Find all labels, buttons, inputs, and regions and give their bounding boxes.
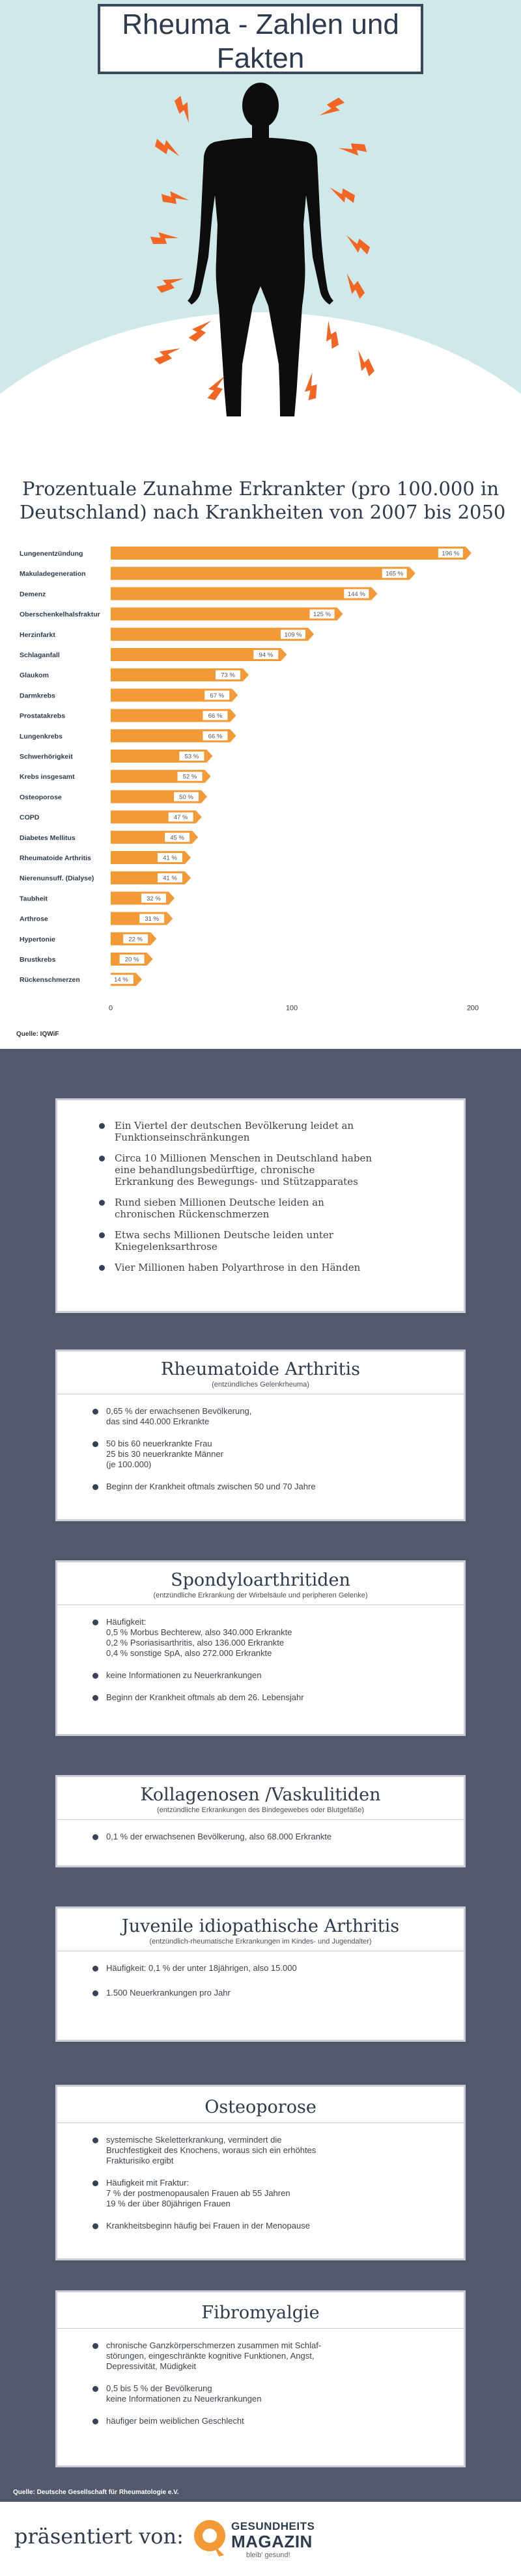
bar xyxy=(111,547,466,560)
bar-tip xyxy=(232,688,238,701)
pain-bolt-icon xyxy=(343,234,372,256)
bar-tip xyxy=(136,973,142,986)
bar-tip xyxy=(308,628,314,641)
bar-tip xyxy=(147,953,153,966)
bullet-icon xyxy=(92,1695,98,1701)
bullet-icon xyxy=(99,1123,105,1129)
category-label: Prostatakrebs xyxy=(20,712,66,720)
list-item xyxy=(57,2178,464,2209)
category-label: Lungenentzündung xyxy=(20,550,83,558)
list-item-text: Beginn der Krankheit oftmals zwischen 50 und 70 Jahre xyxy=(106,1482,316,1491)
bar xyxy=(111,587,371,600)
list-item-text: Häufigkeit: xyxy=(106,1617,147,1627)
bar-tip xyxy=(281,648,287,661)
list-item-text: 0,5 bis 5 % der Bevölkerung xyxy=(106,2383,212,2393)
category-label: Nierenunsuff. (Dialyse) xyxy=(20,874,94,883)
pain-bolt-icon xyxy=(162,188,190,206)
card-subtitle: (entzündliche Erkrankungen des Bindegewebes oder Blutgefäße) xyxy=(157,1806,364,1814)
chart-title xyxy=(20,477,506,524)
list-item-text: 0,4 % sonstige SpA, also 272.000 Erkrankte xyxy=(106,1648,272,1658)
pain-bolt-icon xyxy=(350,349,378,377)
list-item xyxy=(57,1482,464,1492)
list-item-text: systemische Skeletterkrankung, vermindert die xyxy=(106,2135,282,2145)
bar-tip xyxy=(196,811,202,824)
hero-banner xyxy=(0,0,521,455)
bar-tip xyxy=(192,831,198,844)
list-item xyxy=(57,1692,464,1703)
pain-bolt-icon xyxy=(150,226,179,248)
list-item xyxy=(57,1988,464,1998)
bar-tip xyxy=(150,932,156,945)
list-item-text: 0,1 % der erwachsenen Bevölkerung, also 68.000 Erkrankte xyxy=(106,1832,332,1841)
list-item-text: 1.500 Neuerkrankungen pro Jahr xyxy=(106,1988,231,1998)
bar-tip xyxy=(230,709,236,722)
bullet-icon xyxy=(92,2223,98,2229)
value-label: 31 % xyxy=(145,915,160,923)
category-label: Osteoporose xyxy=(20,793,62,802)
pain-bolt-icon xyxy=(206,373,226,401)
category-label: Makuladegeneration xyxy=(20,570,86,578)
bar-tip xyxy=(410,567,415,580)
chart-title-line: Prozentuale Zunahme Erkrankter (pro 100.000 in xyxy=(22,478,499,500)
facts-section xyxy=(0,1049,521,2502)
card-list xyxy=(57,1826,464,1842)
bar-chart xyxy=(0,534,521,1015)
card-kollagenosen xyxy=(55,1775,466,1867)
bullet-icon xyxy=(92,2180,98,2186)
category-label: Hypertonie xyxy=(20,935,55,943)
category-label: Herzinfarkt xyxy=(20,630,55,639)
bar xyxy=(111,567,410,580)
category-label: Rückenschmerzen xyxy=(20,976,80,984)
list-item-text: Erkrankung des Bewegungs- und Stützapparates xyxy=(115,1176,358,1187)
bar-tip xyxy=(185,871,191,884)
value-label: 196 % xyxy=(442,550,460,558)
bullet-icon xyxy=(92,1966,98,1972)
value-label: 66 % xyxy=(208,733,223,740)
card-title: Osteoporose xyxy=(204,2097,317,2117)
value-label: 66 % xyxy=(208,712,223,720)
pain-bolt-icon xyxy=(328,186,356,204)
list-item xyxy=(57,1262,464,1273)
list-item-text: Ein Viertel der deutschen Bevölkerung leidet an xyxy=(115,1120,354,1132)
category-label: Rheumatoide Arthritis xyxy=(20,854,91,862)
list-item xyxy=(57,2383,464,2404)
list-item-text: 50 bis 60 neuerkrankte Frau xyxy=(106,1439,212,1448)
list-item-text: Kniegelenksarthrose xyxy=(115,1241,218,1253)
pain-bolt-icon xyxy=(318,320,343,349)
category-label: Krebs insgesamt xyxy=(20,773,75,781)
value-label: 52 % xyxy=(182,773,197,781)
list-item-text: keine Informationen zu Neuerkrankungen xyxy=(106,1670,262,1680)
list-item-text: (je 100.000) xyxy=(106,1459,152,1469)
card-juvenile-arthritis xyxy=(55,1906,466,2042)
page-title-line: Rheuma - Zahlen und xyxy=(122,8,399,40)
value-label: 144 % xyxy=(347,590,365,598)
value-label: 67 % xyxy=(210,692,225,699)
presented-by-label: präsentiert von: xyxy=(14,2524,184,2549)
logo-text-line2[interactable]: MAGAZIN xyxy=(231,2532,313,2551)
category-label: Arthrose xyxy=(20,915,48,923)
bar xyxy=(111,628,308,641)
card-divider xyxy=(57,2122,464,2123)
list-item-text: störungen, eingeschränkte kognitive Funktionen, Angst, xyxy=(106,2351,315,2361)
list-item-text: 25 bis 30 neuerkrankte Männer xyxy=(106,1449,223,1459)
card-title: Fibromyalgie xyxy=(201,2303,320,2323)
bullet-icon xyxy=(99,1232,105,1238)
bar-tip xyxy=(201,790,207,803)
list-item-text: Funktionseinschränkungen xyxy=(115,1132,250,1143)
bullet-icon xyxy=(92,2419,98,2424)
category-label: Demenz xyxy=(20,590,46,599)
category-label: Diabetes Mellitus xyxy=(20,834,76,842)
list-item-text: Vier Millionen haben Polyarthrose in den Händen xyxy=(115,1262,361,1273)
bullet-icon xyxy=(92,1484,98,1490)
pain-bolt-icon xyxy=(171,95,199,124)
list-item-text: eine behandlungsbedürftige, chronische xyxy=(115,1164,315,1176)
list-item-text: 0,65 % der erwachsenen Bevölkerung, xyxy=(106,1406,252,1416)
value-label: 45 % xyxy=(170,834,184,842)
list-item xyxy=(57,1406,464,1427)
bar-tip xyxy=(230,729,236,742)
card-subtitle: (entzündlich-rheumatische Erkrankungen im Kindes- und Jugendalter) xyxy=(149,1938,372,1946)
bullet-icon xyxy=(92,1673,98,1679)
category-label: Lungenkrebs xyxy=(20,732,63,740)
value-label: 22 % xyxy=(128,936,143,943)
list-item xyxy=(57,1229,464,1253)
card-subtitle: (entzündliches Gelenkrheuma) xyxy=(212,1381,309,1389)
bullet-icon xyxy=(92,1441,98,1447)
bar-tip xyxy=(205,770,211,783)
card-title: Spondyloarthritiden xyxy=(171,1570,350,1590)
list-item xyxy=(57,1439,464,1470)
facts-card xyxy=(55,1098,466,1313)
pain-bolt-icon xyxy=(300,372,320,401)
card-list xyxy=(57,1612,464,1703)
list-item-text: Häufigkeit: 0,1 % der unter 18jährigen, also 15.000 xyxy=(106,1963,297,1973)
bar-tip xyxy=(185,851,191,864)
list-item xyxy=(57,2340,464,2372)
list-item xyxy=(57,1120,464,1143)
card-list xyxy=(57,2130,464,2231)
list-item-text: 7 % der postmenopausalen Frauen ab 55 Jahren xyxy=(106,2188,290,2198)
list-item-text: 19 % der über 80jährigen Frauen xyxy=(106,2199,231,2208)
card-divider xyxy=(57,1819,464,1820)
category-label: Darmkrebs xyxy=(20,692,55,700)
card-spondyloarthritiden xyxy=(55,1560,466,1736)
list-item-text: Rund sieben Millionen Deutsche leiden an xyxy=(115,1197,324,1208)
value-label: 94 % xyxy=(259,651,274,659)
list-item-text: häufiger beim weiblichen Geschlecht xyxy=(106,2416,244,2426)
card-title: Rheumatoide Arthritis xyxy=(161,1359,360,1379)
list-item xyxy=(57,1197,464,1220)
bullet-icon xyxy=(92,2386,98,2392)
value-label: 41 % xyxy=(163,854,177,862)
category-label: Oberschenkelhalsfraktur xyxy=(20,610,100,619)
bar-tip xyxy=(337,608,343,621)
logo-text-line1[interactable]: GESUNDHEITS xyxy=(231,2520,315,2532)
logo-tagline: bleib' gesund! xyxy=(246,2551,290,2559)
list-item xyxy=(57,1670,464,1681)
bullet-icon xyxy=(92,1620,98,1625)
list-item-text: das sind 440.000 Erkrankte xyxy=(106,1417,210,1426)
category-label: Schlaganfall xyxy=(20,651,60,659)
list-item-text: chronischen Rückenschmerzen xyxy=(115,1208,270,1220)
bullet-icon xyxy=(92,2343,98,2349)
list-item xyxy=(57,2135,464,2166)
footer-source: Quelle: Deutsche Gesellschaft für Rheumatologie e.V. xyxy=(13,2489,179,2496)
card-list xyxy=(57,2335,464,2426)
card-title: Kollagenosen /Vaskulitiden xyxy=(140,1785,381,1805)
value-label: 47 % xyxy=(173,814,188,822)
human-silhouette-icon xyxy=(188,83,333,416)
pain-bolt-icon xyxy=(318,95,346,124)
card-fibromyalgie xyxy=(55,2290,466,2467)
value-label: 41 % xyxy=(163,874,177,882)
value-label: 53 % xyxy=(184,753,199,761)
list-item xyxy=(57,2221,464,2231)
category-label: COPD xyxy=(20,813,40,822)
bar xyxy=(111,608,337,621)
card-subtitle: (entzündliche Erkrankung der Wirbelsäule und peripheren Gelenke) xyxy=(153,1592,368,1599)
list-item-text: Beginn der Krankheit oftmals ab dem 26. Lebensjahr xyxy=(106,1692,304,1702)
x-tick-label: 0 xyxy=(108,1004,113,1012)
card-divider xyxy=(57,2328,464,2329)
list-item xyxy=(57,1832,464,1842)
value-label: 125 % xyxy=(313,611,331,619)
card-title: Juvenile idiopathische Arthritis xyxy=(121,1916,400,1936)
category-label: Schwerhörigkeit xyxy=(20,753,73,761)
bullet-icon xyxy=(99,1265,105,1271)
list-item-text: Frakturisiko ergibt xyxy=(106,2156,174,2165)
list-item-text: keine Informationen zu Neuerkrankungen xyxy=(106,2394,262,2404)
list-item-text: Depressivität, Müdigkeit xyxy=(106,2361,196,2371)
list-item-text: 0,2 % Psoriasisarthritis, also 136.000 Erkrankte xyxy=(106,1638,285,1647)
card-osteoporose xyxy=(55,2085,466,2260)
bullet-icon xyxy=(92,1990,98,1996)
card-list xyxy=(57,1401,464,1492)
list-item xyxy=(57,1963,464,1973)
chart-title-line: Deutschland) nach Krankheiten von 2007 bis 2050 xyxy=(20,501,506,523)
value-label: 32 % xyxy=(147,895,161,902)
list-item xyxy=(57,1152,464,1187)
bar-tip xyxy=(206,750,212,763)
value-label: 50 % xyxy=(179,793,193,801)
list-item-text: Bruchfestigkeit des Knochens, woraus sich ein erhöhtes xyxy=(106,2145,317,2155)
page-title-line: Fakten xyxy=(216,42,305,74)
pain-bolt-icon xyxy=(339,140,367,160)
list-item-text: Krankheitsbeginn häufig bei Frauen in der Menopause xyxy=(106,2221,310,2230)
bullet-icon xyxy=(92,1409,98,1415)
value-label: 14 % xyxy=(114,976,128,984)
value-label: 73 % xyxy=(221,671,235,679)
list-item-text: Etwa sechs Millionen Deutsche leiden unter xyxy=(115,1229,333,1241)
title-box xyxy=(98,4,423,74)
value-label: 20 % xyxy=(124,956,139,964)
bar-tip xyxy=(466,547,472,560)
pain-bolt-icon xyxy=(154,137,182,157)
value-label: 165 % xyxy=(386,570,404,578)
list-item xyxy=(57,1617,464,1659)
bar-tip xyxy=(169,891,175,904)
value-label: 109 % xyxy=(284,631,302,639)
bullet-icon xyxy=(99,1156,105,1161)
list-item-text: chronische Ganzkörperschmerzen zusammen mit Schlaf- xyxy=(106,2340,322,2350)
pain-bolt-icon xyxy=(156,269,184,297)
list-item-text: Häufigkeit mit Fraktur: xyxy=(106,2178,190,2188)
pain-bolt-icon xyxy=(188,314,212,344)
gesundheitsmagazin-logo-icon[interactable] xyxy=(190,2514,229,2566)
pain-bolt-icon xyxy=(339,273,367,300)
category-label: Taubheit xyxy=(20,895,48,903)
bullet-icon xyxy=(92,1834,98,1840)
x-tick-label: 100 xyxy=(285,1004,298,1012)
bar-tip xyxy=(167,912,173,925)
card-list xyxy=(57,1958,464,1998)
list-item xyxy=(57,2416,464,2426)
chart-source: Quelle: IQWiF xyxy=(16,1031,59,1038)
card-rheumatoide-arthritis xyxy=(55,1349,466,1521)
bar-tip xyxy=(243,668,249,681)
bullet-icon xyxy=(92,2137,98,2143)
category-label: Glaukom xyxy=(20,671,49,680)
list-item-text: Circa 10 Millionen Menschen in Deutschland haben xyxy=(115,1152,373,1164)
category-label: Brustkrebs xyxy=(20,956,56,964)
list-item-text: 0,5 % Morbus Bechterew, also 340.000 Erkrankte xyxy=(106,1627,292,1637)
pain-bolt-icon xyxy=(153,340,181,368)
bar-tip xyxy=(371,587,377,600)
footer xyxy=(0,2502,521,2576)
x-tick-label: 200 xyxy=(466,1004,479,1012)
bullet-icon xyxy=(99,1200,105,1206)
